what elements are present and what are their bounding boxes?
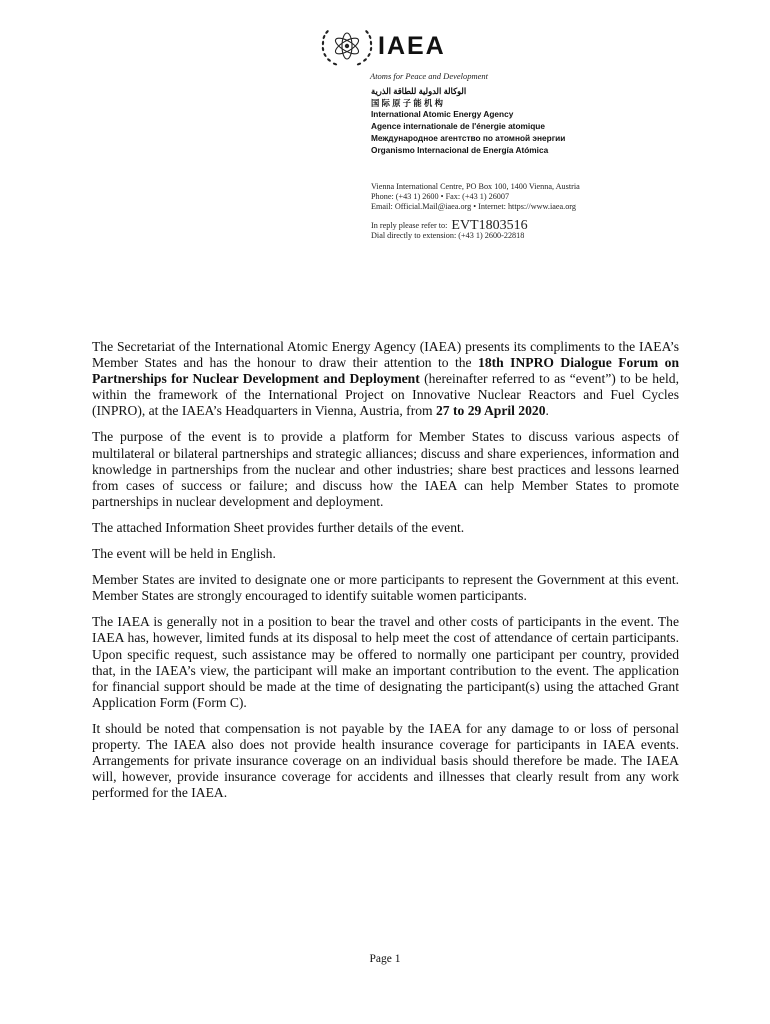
event-title: 18th INPRO Dialogue Forum on Partnerships for Nuclear Development and Deployment xyxy=(92,355,680,387)
agency-name-arabic: الوكالة الدولية للطاقة الذرية xyxy=(371,86,467,96)
iaea-emblem-logo xyxy=(315,22,375,72)
paragraph-intro xyxy=(92,339,679,419)
contact-block xyxy=(371,182,580,212)
paragraph-costs: The IAEA is generally not in a position to bear the travel and other costs of participants in the event. The IAEA has, however, limited funds at its disposal to help meet the cost of attendance of certain participants. Upon specific request, such assistance may be offered to normally one participant per country, provided that, in the IAEA’s view, the participant will make an important contribution to the event. The application for financial support should be made at the time of designating the participant(s) using the attached Grant Application Form (Form C). xyxy=(92,614,679,710)
reply-label: In reply please refer to: xyxy=(371,221,448,230)
intro-period: . xyxy=(545,403,549,419)
tagline: Atoms for Peace and Development xyxy=(370,71,489,81)
agency-name-russian: Международное агентство по атомной энергии xyxy=(371,132,566,143)
intro-text: The Secretariat of the International Atomic Energy Agency (IAEA) presents its compliments to the IAEA’s Member States and has the honour to draw their attention to the xyxy=(92,339,679,371)
event-dates: 27 to 29 April 2020 xyxy=(435,403,546,419)
paragraph-language: The event will be held in English. xyxy=(92,546,276,562)
agency-name-spanish: Organismo Internacional de Energía Atómica xyxy=(371,144,549,155)
agency-names xyxy=(371,86,565,156)
agency-name-chinese: 国 际 原 子 能 机 构 xyxy=(371,97,443,108)
paragraph-insurance: It should be noted that compensation is not payable by the IAEA for any damage to or loss of personal property. The IAEA also does not provide health insurance coverage for participants in IAEA events. Arrangements for private insurance coverage on an individual basis should therefore be made. The IAEA will, however, provide insurance coverage for accidents and illnesses that clearly result from any work performed for the IAEA. xyxy=(92,720,679,801)
paragraph-purpose: The purpose of the event is to provide a platform for Member States to discuss various aspects of multilateral or bilateral partnerships and strategic alliances; discuss and share experiences, information and knowledge in partnerships from the nuclear and other industries; share best practices and lessons learned from cases of success or failure; and discuss how the IAEA can help Member States to promote partnerships in nuclear development and deployment. xyxy=(92,429,679,509)
address-line: Vienna International Centre, PO Box 100, 1400 Vienna, Austria xyxy=(371,182,580,191)
intro-text-cont: (hereinafter referred to as “event”) to be held, within the framework of the International Project on Innovative Nuclear Reactors and Fuel Cycles (INPRO), at the IAEA’s Headquarters in Vienna, Austria, from xyxy=(92,371,680,419)
reference-block xyxy=(371,220,528,241)
paragraph-participants: Member States are invited to designate one or more participants to represent the Government at this event. Member States are strongly encouraged to identify suitable women participants. xyxy=(92,572,679,604)
dial-line: Dial directly to extension: (+43 1) 2600-22818 xyxy=(371,231,525,240)
iaea-wordmark: IAEA xyxy=(378,32,446,60)
phone-line: Phone: (+43 1) 2600 • Fax: (+43 1) 26007 xyxy=(371,192,510,201)
page-number: Page 1 xyxy=(369,953,401,965)
agency-name-english: International Atomic Energy Agency xyxy=(371,109,514,120)
letter-body xyxy=(92,339,679,811)
reference-code: EVT1803516 xyxy=(451,218,528,233)
paragraph-info-sheet: The attached Information Sheet provides further details of the event. xyxy=(92,519,465,535)
email-line: Email: Official.Mail@iaea.org • Internet: https://www.iaea.org xyxy=(371,202,576,211)
agency-name-french: Agence internationale de l'énergie atomique xyxy=(371,121,545,132)
